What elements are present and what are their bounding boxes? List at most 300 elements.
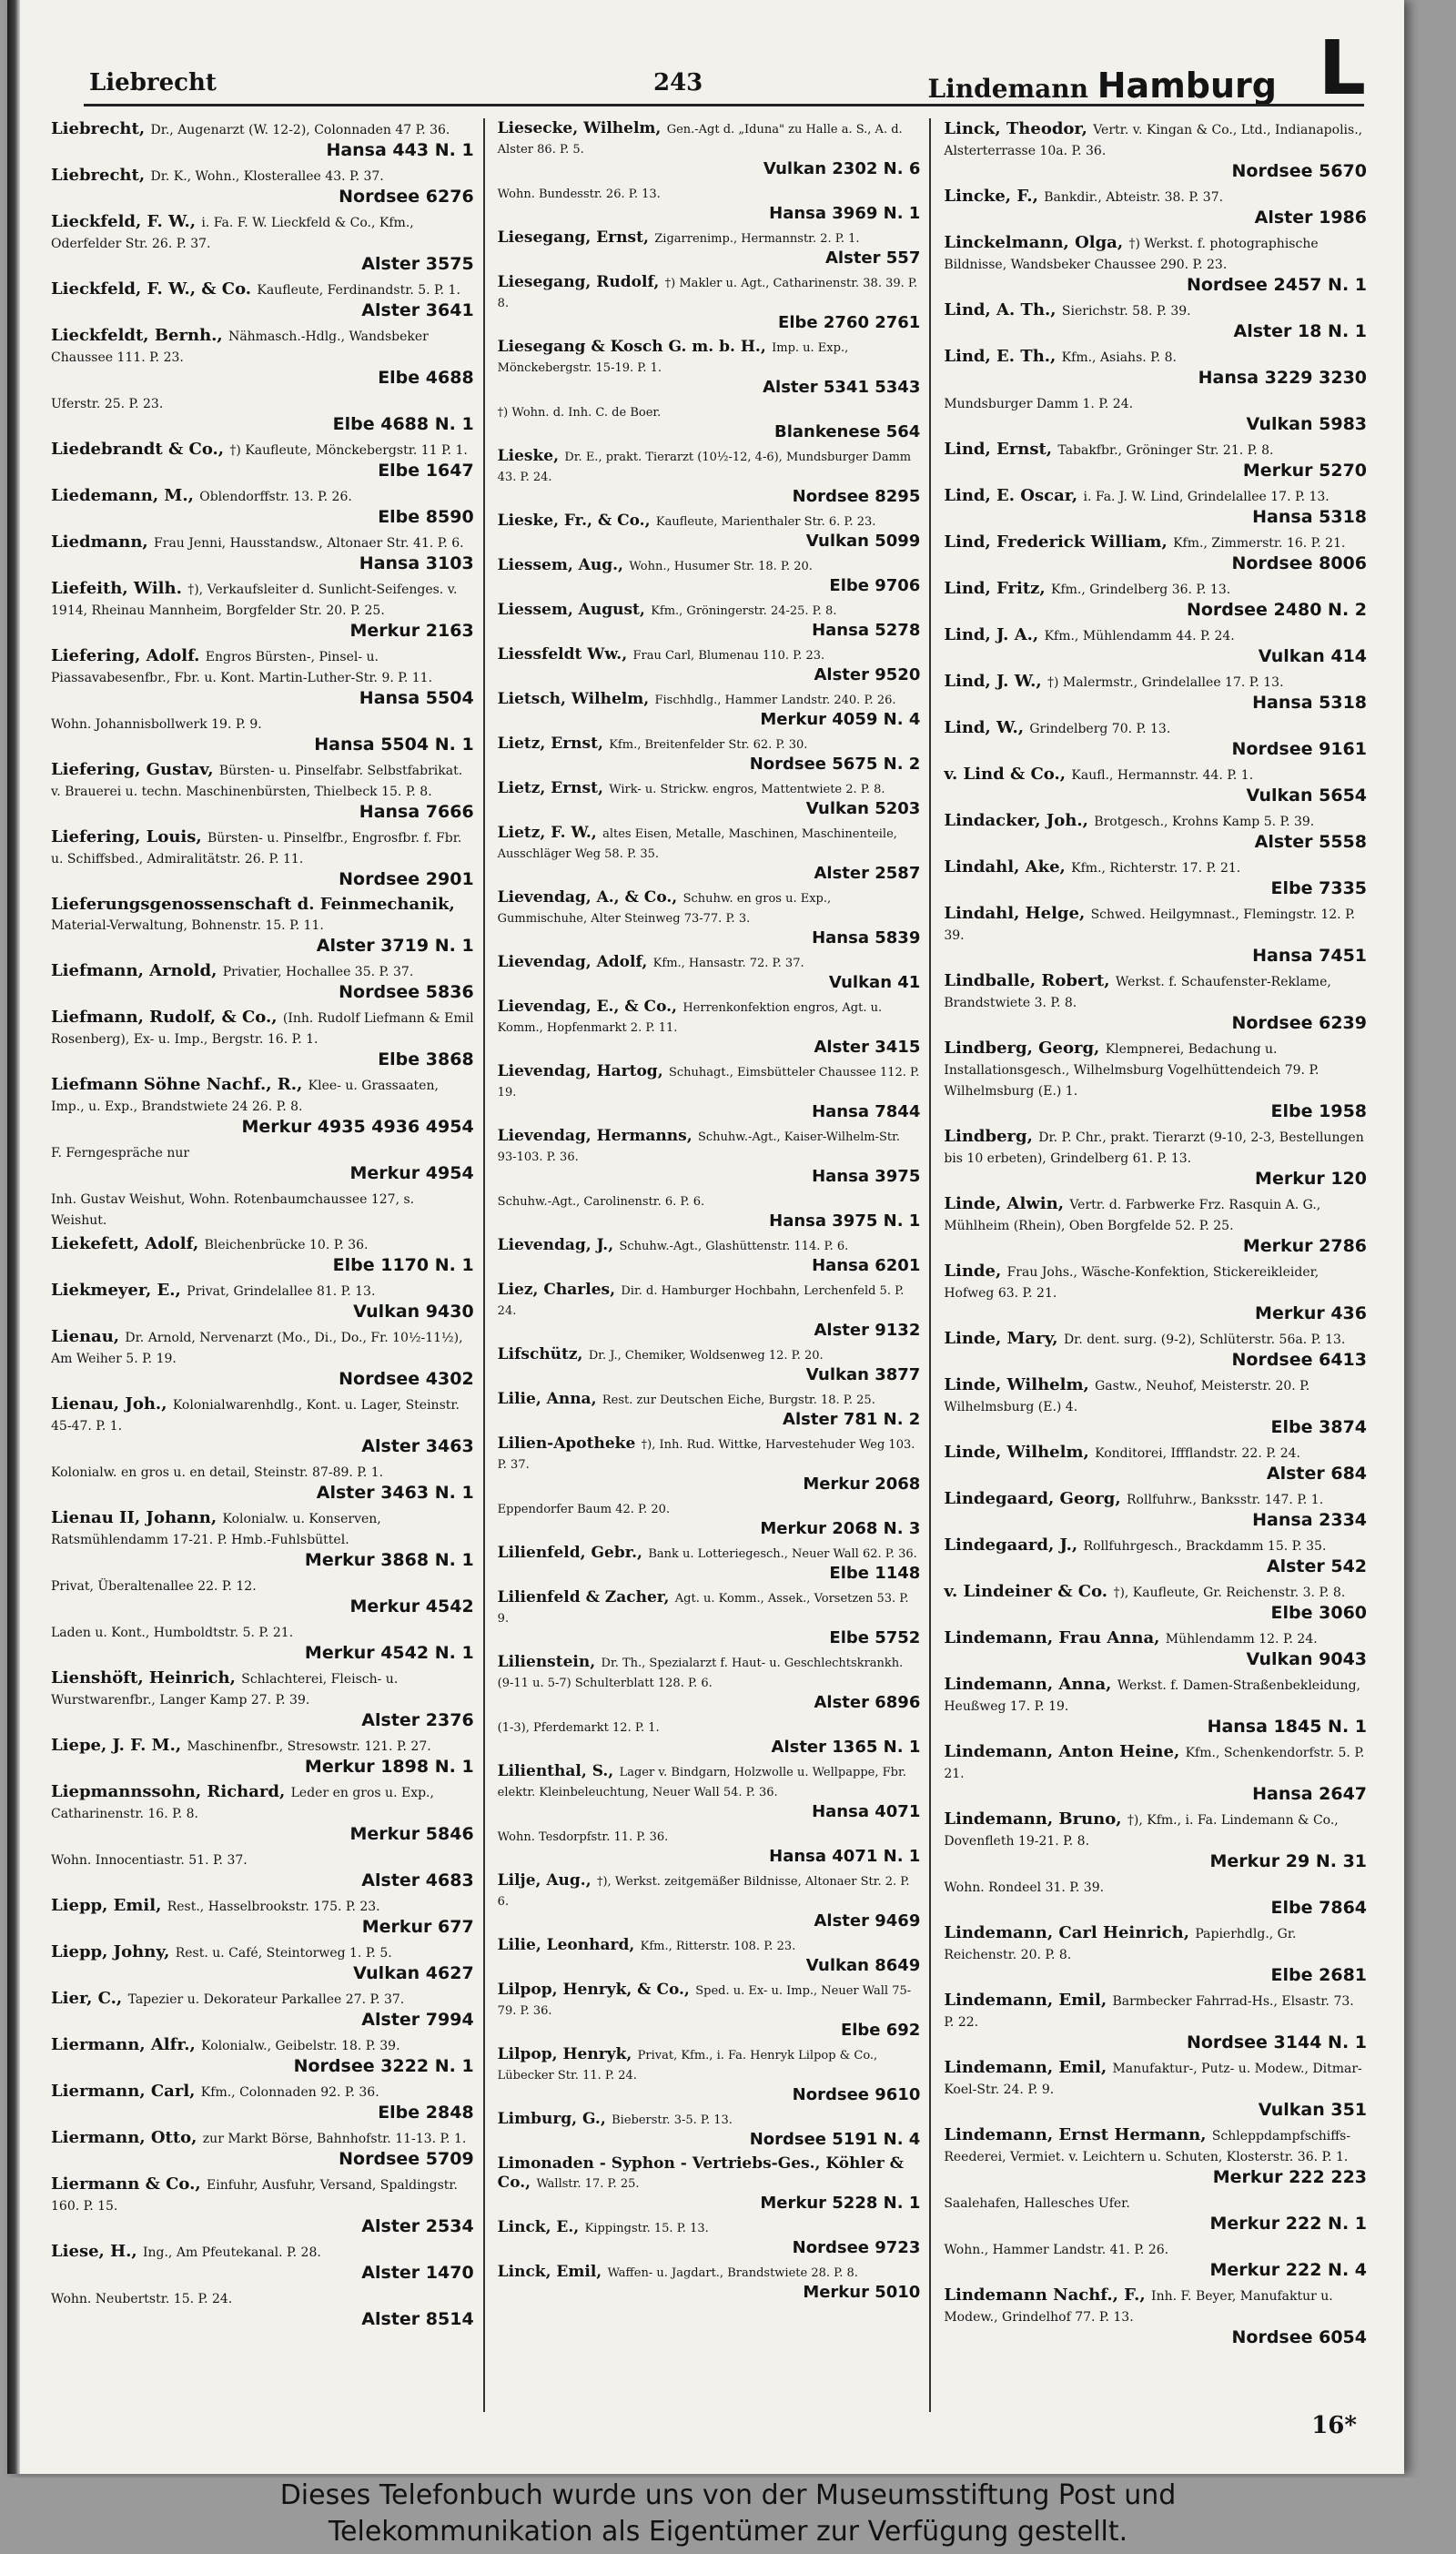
entry-name: Liese, H., xyxy=(51,2242,137,2261)
directory-entry xyxy=(944,1193,1367,1257)
directory-entry xyxy=(498,272,921,333)
entry-description: Privat, Überaltenallee 22. P. 12. xyxy=(51,1579,257,1594)
entry-description: Leder en gros u. Exp., Catharinenstr. 16. P. 8. xyxy=(51,1786,434,1821)
directory-entry xyxy=(944,717,1367,760)
entry-description: Imp. u. Exp., Mönckebergstr. 15-19. P. 1. xyxy=(497,341,849,375)
entry-description: Frau Johs., Wäsche-Konfektion, Stickereikleider, Hofweg 63. P. 21. xyxy=(944,1265,1320,1301)
entry-phone-number: Nordsee 6054 xyxy=(1231,2327,1368,2347)
directory-entry xyxy=(944,2285,1367,2348)
entry-description: Gastw., Neuhof, Meisterstr. 20. P. Wilhelmsburg (E.) 4. xyxy=(944,1379,1310,1414)
entry-name: v. Lind & Co., xyxy=(944,765,1067,784)
directory-entry xyxy=(498,1126,921,1187)
entry-description: Kaufleute, Marienthaler Str. 6. P. 23. xyxy=(655,515,876,529)
entry-phone-number: Hansa 5504 N. 1 xyxy=(314,735,474,755)
entry-phone-number: Nordsee 9610 xyxy=(792,2085,921,2104)
entry-phone-number: Elbe 3874 xyxy=(1270,1417,1368,1437)
entry-phone-number: Merkur 2068 N. 3 xyxy=(760,1519,921,1538)
directory-entry xyxy=(944,1990,1367,2053)
entry-description: Kaufl., Hermannstr. 44. P. 1. xyxy=(1071,768,1254,783)
entry-name: Liefeith, Wilh. xyxy=(51,579,182,598)
entry-name: Lieckfeld, F. W., xyxy=(51,212,196,231)
directory-entry xyxy=(498,600,921,641)
directory-entry xyxy=(498,1761,921,1822)
entry-name: Liessem, August, xyxy=(497,601,645,619)
entry-description: Agt. u. Komm., Assek., Vorsetzen 53. P. 9. xyxy=(497,1592,909,1626)
entry-phone-number: Merkur 5846 xyxy=(349,1824,474,1844)
directory-entry xyxy=(944,671,1367,714)
entry-phone-number: Nordsee 5191 N. 4 xyxy=(749,2130,921,2149)
entry-name: v. Lindeiner & Co. xyxy=(944,1582,1108,1601)
directory-entry xyxy=(51,1941,474,1984)
entry-phone-number: Alster 3575 xyxy=(361,254,474,274)
entry-phone-number: Alster 1365 N. 1 xyxy=(771,1738,921,1757)
entry-description: Laden u. Kont., Humboldtstr. 5. P. 21. xyxy=(51,1626,294,1640)
entry-phone-number: Elbe 7335 xyxy=(1270,878,1368,898)
entry-phone-number: Nordsee 3222 N. 1 xyxy=(293,2056,474,2076)
entry-phone-number: Vulkan 8649 xyxy=(805,1956,921,1975)
directory-entry xyxy=(51,439,474,481)
directory-entry xyxy=(51,1667,474,1731)
directory-entry xyxy=(498,2044,921,2105)
entry-description: Ing., Am Pfeutekanal. P. 28. xyxy=(142,2245,321,2260)
directory-page xyxy=(7,0,1404,2474)
header-last-name: Lindemann xyxy=(927,74,1088,104)
entry-phone-number: Hansa 5504 xyxy=(359,688,474,708)
entry-description: Grindelberg 70. P. 13. xyxy=(1029,722,1171,736)
page-header xyxy=(71,25,1377,112)
entry-name: Lieckfeldt, Bernh., xyxy=(51,326,223,345)
directory-entry xyxy=(51,1895,474,1938)
entry-name: Lind, E. Th., xyxy=(944,347,1057,366)
directory-entry xyxy=(51,960,474,1003)
entry-name: Lind, E. Oscar, xyxy=(944,486,1078,505)
entry-name: Lietz, F. W., xyxy=(497,824,597,842)
entry-description: Dr. P. Chr., prakt. Tierarzt (9-10, 2-3, Bestellungen bis 10 erbeten), Grindelberg 61. P. 13. xyxy=(944,1130,1364,1166)
entry-phone-number: Hansa 443 N. 1 xyxy=(326,140,474,160)
directory-entry xyxy=(51,1781,474,1845)
directory-entry xyxy=(498,337,921,398)
directory-entry xyxy=(51,1141,474,1184)
entry-name: Liez, Charles, xyxy=(497,1281,616,1299)
directory-entry xyxy=(944,1038,1367,1122)
entry-phone-number: Merkur 5010 xyxy=(803,2283,921,2302)
entry-name: Lieferungsgenossenschaft d. Feinmechanik, xyxy=(51,895,455,914)
entry-name: Lienau, Joh., xyxy=(51,1394,167,1414)
directory-entry xyxy=(944,624,1367,667)
directory-entry xyxy=(944,1581,1367,1624)
directory-entry xyxy=(498,689,921,730)
entry-description: Mundsburger Damm 1. P. 24. xyxy=(944,397,1134,411)
entry-phone-number: Nordsee 6413 xyxy=(1231,1350,1368,1370)
directory-entry xyxy=(498,1434,921,1495)
directory-entry xyxy=(498,1543,921,1584)
page-number: 243 xyxy=(653,69,703,96)
entry-name: Liesegang & Kosch G. m. b. H., xyxy=(497,338,766,356)
entry-description: F. Ferngespräche nur xyxy=(51,1146,190,1160)
entry-phone-number: Hansa 5318 xyxy=(1252,693,1368,713)
entry-name: Liepe, J. F. M., xyxy=(51,1736,182,1755)
entry-description: Frau Jenni, Hausstandsw., Altonaer Str. 41. P. 6. xyxy=(154,536,464,551)
entry-phone-number: Elbe 1647 xyxy=(378,461,474,481)
entry-description: Werkst. f. Damen-Straßenbekleidung, Heußweg 17. P. 19. xyxy=(944,1678,1360,1714)
entry-description: †) Kaufleute, Mönckebergstr. 11 P. 1. xyxy=(229,443,468,458)
entry-phone-number: Elbe 3060 xyxy=(1270,1603,1368,1623)
entry-description: Schuhagt., Eimsbütteler Chaussee 112. P. 19. xyxy=(497,1066,920,1100)
directory-entry xyxy=(498,2154,921,2214)
entry-description: †) Wohn. d. Inh. C. de Boer. xyxy=(497,406,662,420)
entry-description: Rollfuhrgesch., Brackdamm 15. P. 35. xyxy=(1083,1539,1327,1554)
entry-name: Liefmann Söhne Nachf., R., xyxy=(51,1075,303,1094)
entry-description: Schuhw. en gros u. Exp., Gummischuhe, Alter Steinweg 73-77. P. 3. xyxy=(497,892,832,926)
entry-description: Oblendorffstr. 13. P. 26. xyxy=(199,490,352,504)
entry-name: Lifschütz, xyxy=(497,1345,583,1363)
entry-description: †), Werkst. zeitgemäßer Bildnisse, Altonaer Str. 2. P. 6. xyxy=(497,1875,910,1909)
entry-description: Bürsten- u. Pinselfbr., Engrosfbr. f. Fbr. u. Schiffsbed., Admiralitätstr. 26. P. 11. xyxy=(51,831,462,867)
entry-phone-number: Vulkan 5654 xyxy=(1246,785,1368,806)
directory-entry xyxy=(51,894,474,957)
entry-description: †) Werkst. f. photographische Bildnisse, Wandsbeker Chaussee 290. P. 23. xyxy=(944,237,1319,272)
entry-description: Inh. F. Beyer, Manufaktur u. Modew., Grindelhof 77. P. 13. xyxy=(944,2289,1333,2325)
entry-phone-number: Elbe 2681 xyxy=(1270,1965,1368,1985)
directory-entry xyxy=(498,778,921,819)
entry-description: Wohn., Husumer Str. 18. P. 20. xyxy=(629,560,813,573)
entry-name: Lilpop, Henryk, & Co., xyxy=(497,1981,690,1999)
header-city: Hamburg xyxy=(1097,66,1277,106)
directory-entry xyxy=(51,1507,474,1571)
directory-entry xyxy=(498,555,921,596)
directory-entry xyxy=(944,1809,1367,1872)
entry-description: Privatier, Hochallee 35. P. 37. xyxy=(222,965,414,979)
entry-name: Liefmann, Rudolf, & Co., xyxy=(51,1008,278,1027)
entry-description: Bleichenbrücke 10. P. 36. xyxy=(204,1238,369,1252)
directory-entry xyxy=(944,1741,1367,1805)
entry-phone-number: Merkur 2786 xyxy=(1242,1236,1368,1256)
entry-phone-number: Alster 3415 xyxy=(814,1038,921,1057)
entry-phone-number: Nordsee 5836 xyxy=(339,982,474,1002)
entry-phone-number: Hansa 3229 3230 xyxy=(1198,368,1368,388)
entry-phone-number: Vulkan 9043 xyxy=(1246,1649,1368,1669)
directory-entry xyxy=(51,1188,474,1230)
entry-phone-number: Merkur 4542 N. 1 xyxy=(304,1643,474,1663)
entry-description: Kfm., Richterstr. 17. P. 21. xyxy=(1071,861,1241,876)
directory-entry xyxy=(51,118,474,161)
entry-name: Lindemann, Frau Anna, xyxy=(944,1628,1160,1647)
entry-description: Bieberstr. 3-5. P. 13. xyxy=(612,2113,733,2127)
entry-description: Dr. Th., Spezialarzt f. Haut- u. Geschlechtskrankh. (9-11 u. 5-7) Schulterblatt 128. P. 6. xyxy=(497,1657,904,1690)
directory-entry xyxy=(944,810,1367,853)
entry-phone-number: Alster 542 xyxy=(1266,1556,1368,1576)
directory-entry xyxy=(51,1575,474,1617)
entry-phone-number: Nordsee 2480 N. 2 xyxy=(1186,600,1368,620)
entry-phone-number: Hansa 3103 xyxy=(359,553,474,573)
entry-description: Vertr. v. Kingan & Co., Ltd., Indianapolis., Alsterterrasse 10a. P. 36. xyxy=(944,123,1363,158)
entry-name: Lilie, Anna, xyxy=(497,1390,597,1408)
entry-description: Gen.-Agt d. „Iduna" zu Halle a. S., A. d. Alster 86. P. 5. xyxy=(497,123,903,157)
directory-entry xyxy=(51,2241,474,2284)
directory-entry xyxy=(498,1652,921,1713)
entry-phone-number: Merkur 2068 xyxy=(803,1475,921,1494)
entry-phone-number: Hansa 7666 xyxy=(359,802,474,822)
entry-phone-number: Elbe 7864 xyxy=(1270,1898,1368,1918)
entry-description: Engros Bürsten-, Pinsel- u. Piassavabesenfbr., Fbr. u. Kont. Martin-Luther-Str. 9. P. 11. xyxy=(51,650,433,685)
directory-entry xyxy=(498,401,921,442)
directory-entry xyxy=(498,118,921,179)
directory-entry xyxy=(944,1261,1367,1324)
entry-name: Liesecke, Wilhelm, xyxy=(497,119,662,137)
entry-phone-number: Nordsee 5670 xyxy=(1231,161,1368,181)
entry-description: Kfm., Zimmerstr. 16. P. 21. xyxy=(1173,536,1346,551)
entry-description: zur Markt Börse, Bahnhofstr. 11-13. P. 1. xyxy=(202,2132,467,2146)
entry-phone-number: Hansa 2647 xyxy=(1252,1784,1368,1804)
directory-entry xyxy=(944,439,1367,481)
entry-name: Lindacker, Joh., xyxy=(944,811,1088,830)
directory-entry xyxy=(944,2124,1367,2188)
entry-phone-number: Alster 2587 xyxy=(814,864,921,883)
directory-entry xyxy=(498,511,921,552)
entry-description: Inh. Gustav Weishut, Wohn. Rotenbaumchaussee 127, s. Weishut. xyxy=(51,1192,415,1228)
entry-description: altes Eisen, Metalle, Maschinen, Maschinenteile, Ausschläger Weg 58. P. 35. xyxy=(497,827,897,861)
entry-description: Nähmasch.-Hdlg., Wandsbeker Chaussee 111. P. 23. xyxy=(51,329,429,365)
entry-name: Lieske, Fr., & Co., xyxy=(497,512,651,530)
entry-description: Kfm., Colonnaden 92. P. 36. xyxy=(200,2085,379,2100)
entry-description: Dr., Augenarzt (W. 12-2), Colonnaden 47 P. 36. xyxy=(150,123,450,137)
entry-phone-number: Alster 6896 xyxy=(814,1693,921,1712)
entry-phone-number: Alster 18 N. 1 xyxy=(1233,321,1368,341)
directory-entry xyxy=(51,325,474,389)
entry-description: Wohn. Neubertstr. 15. P. 24. xyxy=(51,2292,233,2306)
directory-entry xyxy=(51,532,474,574)
entry-name: Lindballe, Robert, xyxy=(944,971,1110,990)
entry-description: Vertr. d. Farbwerke Frz. Rasquin A. G., Mühlheim (Rhein), Oben Borgfelde 52. P. 25. xyxy=(944,1198,1321,1233)
entry-name: Lienau II, Johann, xyxy=(51,1508,217,1527)
entry-name: Lieske, xyxy=(497,447,559,465)
entry-description: Papierhdlg., Gr. Reichenstr. 20. P. 8. xyxy=(944,1927,1297,1962)
entry-name: Limburg, G., xyxy=(497,2110,606,2128)
entry-phone-number: Merkur 4542 xyxy=(349,1596,474,1617)
entry-name: Lincke, F., xyxy=(944,187,1038,206)
entry-description: Schuhw.-Agt., Glashüttenstr. 114. P. 6. xyxy=(619,1240,849,1253)
column-3 xyxy=(931,118,1376,2412)
entry-name: Liessfeldt Ww., xyxy=(497,645,628,664)
entry-phone-number: Alster 4683 xyxy=(361,1870,474,1890)
entry-description: Kfm., Breitenfelder Str. 62. P. 30. xyxy=(609,738,808,752)
directory-entry xyxy=(51,1326,474,1390)
entry-phone-number: Alster 557 xyxy=(825,248,921,268)
entry-name: Lienshöft, Heinrich, xyxy=(51,1668,236,1687)
entry-phone-number: Hansa 2334 xyxy=(1252,1510,1368,1530)
entry-description: Barmbecker Fahrrad-Hs., Elsastr. 73. P. 22. xyxy=(944,1994,1354,2030)
entry-description: Wohn. Innocentiastr. 51. P. 37. xyxy=(51,1853,248,1868)
entry-name: Lindegaard, Georg, xyxy=(944,1489,1121,1508)
entry-phone-number: Elbe 1170 N. 1 xyxy=(332,1255,474,1275)
directory-entry xyxy=(51,1461,474,1504)
entry-name: Liefering, Louis, xyxy=(51,827,202,846)
entry-name: Lind, J. W., xyxy=(944,672,1042,691)
entry-description: Frau Carl, Blumenau 110. P. 23. xyxy=(632,649,825,663)
entry-name: Liedemann, M., xyxy=(51,486,194,505)
entry-name: Liefering, Adolf. xyxy=(51,646,200,665)
entry-description: Rollfuhrw., Banksstr. 147. P. 1. xyxy=(1127,1493,1324,1507)
directory-entry xyxy=(498,1061,921,1122)
directory-entry xyxy=(498,228,921,269)
entry-description: Kfm., Ritterstr. 108. P. 23. xyxy=(640,1940,796,1953)
entry-name: Linck, Theodor, xyxy=(944,119,1087,138)
entry-description: Schwed. Heilgymnast., Flemingstr. 12. P. 39. xyxy=(944,907,1356,943)
entry-phone-number: Alster 9132 xyxy=(814,1321,921,1340)
entry-description: Wohn., Hammer Landstr. 41. P. 26. xyxy=(944,2243,1169,2257)
header-last-entry xyxy=(927,66,1277,106)
entry-description: Kolonialw., Geibelstr. 18. P. 39. xyxy=(201,2039,400,2053)
entry-description: (1-3), Pferdemarkt 12. P. 1. xyxy=(497,1721,660,1735)
entry-description: Bürsten- u. Pinselfabr. Selbstfabrikat. v. Brauerei u. techn. Maschinenbürsten, Thielbeck 15. P. 8. xyxy=(51,764,463,799)
directory-entry xyxy=(51,1074,474,1138)
entry-name: Linck, Emil, xyxy=(497,2263,602,2281)
entry-name: Liessem, Aug., xyxy=(497,556,623,574)
entry-phone-number: Alster 1986 xyxy=(1254,208,1368,228)
entry-phone-number: Hansa 7451 xyxy=(1252,946,1368,966)
entry-phone-number: Elbe 1148 xyxy=(829,1564,921,1583)
column-1 xyxy=(38,118,485,2412)
directory-entry xyxy=(498,952,921,993)
entry-name: Limonaden - Syphon - Vertriebs-Ges., Köhler & Co., xyxy=(497,2154,904,2192)
entry-description: Wohn. Rondeel 31. P. 39. xyxy=(944,1880,1105,1895)
directory-entry xyxy=(51,713,474,755)
directory-entry xyxy=(51,826,474,890)
entry-description: Kfm., Grindelberg 36. P. 13. xyxy=(1051,583,1231,597)
footer-line-2: Telekommunikation als Eigentümer zur Verfügung gestellt. xyxy=(328,2516,1128,2548)
directory-entry xyxy=(498,734,921,775)
directory-entry xyxy=(498,997,921,1058)
entry-description: Werkst. f. Schaufenster-Reklame, Brandstwiete 3. P. 8. xyxy=(944,975,1331,1010)
directory-entry xyxy=(944,1627,1367,1670)
entry-description: Dr. J., Chemiker, Woldsenweg 12. P. 20. xyxy=(588,1349,824,1363)
entry-name: Lievendag, Hartog, xyxy=(497,1062,663,1080)
entry-description: Kfm., Gröningerstr. 24-25. P. 8. xyxy=(651,604,837,618)
entry-phone-number: Nordsee 6276 xyxy=(339,187,474,207)
entry-phone-number: Merkur 222 N. 4 xyxy=(1209,2260,1368,2280)
entry-phone-number: Merkur 222 223 xyxy=(1212,2167,1368,2187)
entry-phone-number: Merkur 436 xyxy=(1255,1303,1368,1323)
entry-description: Klee- u. Grassaaten, Imp., u. Exp., Brandstwiete 24 26. P. 8. xyxy=(51,1079,439,1114)
directory-entry xyxy=(944,2192,1367,2235)
entry-name: Lindemann, Ernst Hermann, xyxy=(944,2125,1207,2144)
entry-description: Tapezier u. Dekorateur Parkallee 27. P. 37. xyxy=(127,1992,405,2007)
entry-description: Schleppdampfschiffs-Reederei, Vermiet. v. Leichtern u. Schuten, Klosterstr. 36. P. 1. xyxy=(944,2129,1351,2164)
directory-entry xyxy=(944,299,1367,342)
entry-name: Lieckfeld, F. W., & Co. xyxy=(51,279,252,299)
entry-description: Saalehafen, Hallesches Ufer. xyxy=(944,2196,1130,2211)
page-binding-edge xyxy=(7,0,20,2474)
directory-entry xyxy=(51,2127,474,2170)
entry-description: Rest. zur Deutschen Eiche, Burgstr. 18. P. 25. xyxy=(602,1394,875,1407)
entry-phone-number: Vulkan 351 xyxy=(1258,2100,1368,2120)
entry-name: Lindahl, Helge, xyxy=(944,904,1086,923)
entry-description: Zigarrenimp., Hermannstr. 2. P. 1. xyxy=(654,232,860,246)
directory-entry xyxy=(51,645,474,709)
directory-entry xyxy=(498,887,921,948)
entry-phone-number: Hansa 5318 xyxy=(1252,507,1368,527)
entry-phone-number: Merkur 5228 N. 1 xyxy=(760,2194,921,2213)
entry-phone-number: Merkur 4059 N. 4 xyxy=(760,710,921,729)
entry-name: Liepp, Johny, xyxy=(51,1942,170,1961)
entry-name: Lind, J. A., xyxy=(944,625,1039,644)
header-first-entry: Liebrecht xyxy=(89,69,217,96)
entry-name: Liepp, Emil, xyxy=(51,1896,162,1915)
directory-entry xyxy=(51,211,474,275)
column-2 xyxy=(485,118,932,2412)
entry-phone-number: Nordsee 5709 xyxy=(339,2149,474,2169)
entry-description: Rest. u. Café, Steintorweg 1. P. 5. xyxy=(175,1946,392,1961)
directory-entry xyxy=(944,1674,1367,1738)
directory-entry xyxy=(944,1535,1367,1577)
entry-description: Fischhdlg., Hammer Landstr. 240. P. 26. xyxy=(654,694,896,707)
directory-entry xyxy=(498,1717,921,1758)
page-signature-mark: 16* xyxy=(1311,2412,1357,2439)
directory-entry xyxy=(944,764,1367,806)
entry-name: Liedebrandt & Co., xyxy=(51,440,225,459)
entry-description: Dr. dent. surg. (9-2), Schlüterstr. 56a. P. 13. xyxy=(1063,1333,1346,1347)
entry-name: Linde, xyxy=(944,1262,1002,1281)
directory-entry xyxy=(51,1988,474,2031)
directory-entry xyxy=(498,2262,921,2303)
directory-entry xyxy=(498,446,921,507)
entry-name: Lievendag, Adolf, xyxy=(497,953,648,971)
entry-name: Lietsch, Wilhelm, xyxy=(497,690,650,708)
entry-phone-number: Elbe 3868 xyxy=(378,1049,474,1069)
directory-entry xyxy=(498,1826,921,1867)
directory-entry xyxy=(51,2174,474,2237)
directory-entry xyxy=(498,1280,921,1341)
entry-name: Lindberg, xyxy=(944,1127,1033,1146)
entry-name: Liesegang, Ernst, xyxy=(497,228,649,247)
entry-description: Wirk- u. Strickw. engros, Mattentwiete 2. P. 8. xyxy=(609,783,885,796)
entry-phone-number: Elbe 2760 2761 xyxy=(778,313,921,332)
entry-phone-number: Alster 3463 xyxy=(361,1436,474,1456)
entry-name: Lilienthal, S., xyxy=(497,1762,614,1780)
entry-description: †), Verkaufsleiter d. Sunlicht-Seifenges. v. 1914, Rheinau Mannheim, Borgfelder Str. 20. P. 25. xyxy=(51,583,458,618)
entry-description: Herrenkonfektion engros, Agt. u. Komm., Hopfenmarkt 2. P. 11. xyxy=(497,1001,883,1035)
entry-name: Liesegang, Rudolf, xyxy=(497,273,660,291)
entry-name: Linde, Mary, xyxy=(944,1329,1058,1348)
entry-name: Lindemann Nachf., F., xyxy=(944,2285,1146,2305)
entry-phone-number: Elbe 1958 xyxy=(1270,1101,1368,1121)
directory-entry xyxy=(944,1922,1367,1986)
entry-phone-number: Vulkan 4627 xyxy=(353,1963,474,1983)
entry-description: Kfm., Mühlendamm 44. P. 24. xyxy=(1044,629,1235,644)
entry-phone-number: Merkur 2163 xyxy=(349,621,474,641)
entry-description: Waffen- u. Jagdart., Brandstwiete 28. P. 8. xyxy=(607,2266,858,2280)
entry-description: Schuhw.-Agt., Kaiser-Wilhelm-Str. 93-103. P. 36. xyxy=(497,1130,901,1164)
entry-description: Kolonialw. en gros u. en detail, Steinstr. 87-89. P. 1. xyxy=(51,1465,384,1480)
directory-entry xyxy=(498,1344,921,1385)
entry-name: Lindemann, Anna, xyxy=(944,1675,1112,1694)
entry-name: Liermann, Carl, xyxy=(51,2082,196,2101)
entry-phone-number: Hansa 5839 xyxy=(812,928,921,948)
directory-entry xyxy=(498,1935,921,1976)
directory-entry xyxy=(498,1587,921,1648)
entry-name: Linde, Alwin, xyxy=(944,1194,1064,1213)
directory-entry xyxy=(51,1735,474,1778)
directory-entry xyxy=(944,2057,1367,2121)
entry-description: Wohn. Johannisbollwerk 19. P. 9. xyxy=(51,717,262,732)
entry-phone-number: Alster 2376 xyxy=(361,1710,474,1730)
entry-name: Lindberg, Georg, xyxy=(944,1039,1100,1058)
entry-phone-number: Merkur 4935 4936 4954 xyxy=(241,1117,474,1137)
entry-name: Linckelmann, Olga, xyxy=(944,233,1124,252)
directory-entry xyxy=(944,578,1367,621)
entry-phone-number: Nordsee 6239 xyxy=(1231,1013,1368,1033)
entry-name: Lilje, Aug., xyxy=(497,1871,592,1890)
